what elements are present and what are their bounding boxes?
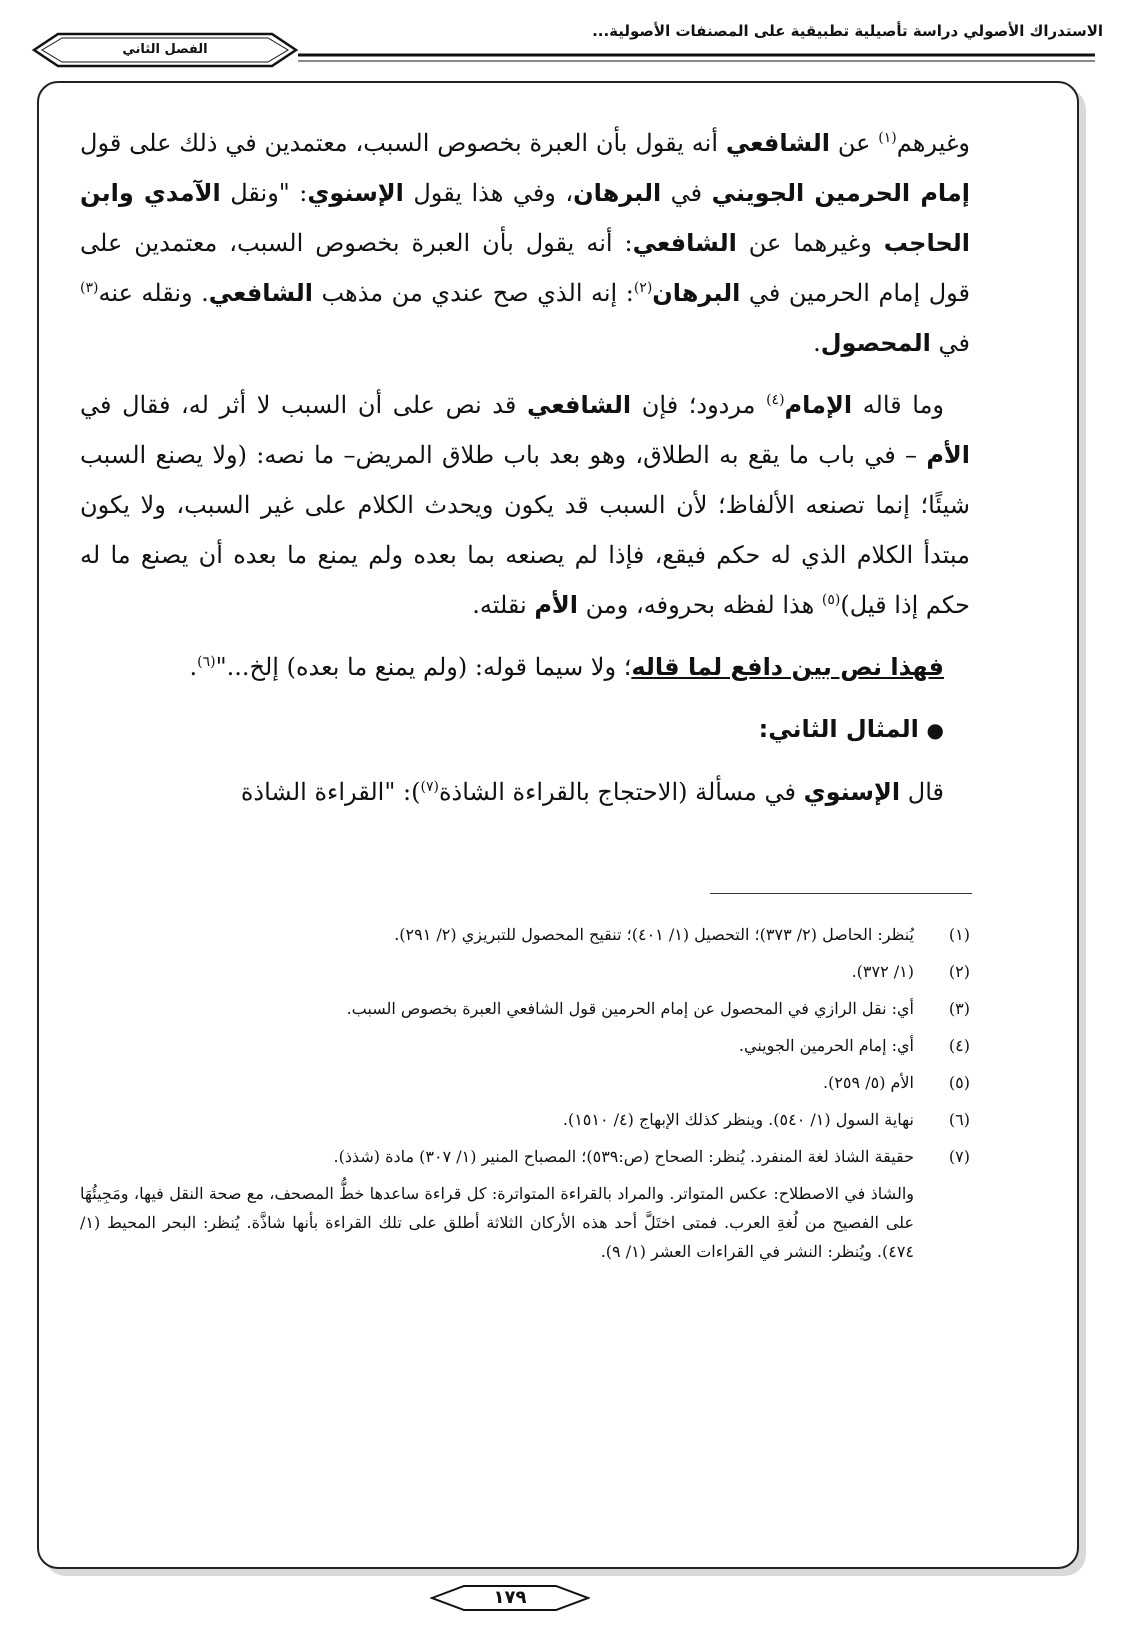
footnote-separator bbox=[710, 893, 972, 894]
name-highlight: الشافعي bbox=[725, 129, 831, 157]
footnote-item bbox=[80, 1031, 970, 1061]
book-highlight: الأم bbox=[926, 441, 971, 469]
name-highlight: الشافعي bbox=[632, 229, 737, 257]
footnote-ref: (٦) bbox=[197, 654, 216, 670]
footnote-item bbox=[80, 1105, 970, 1135]
name-highlight: الشافعي bbox=[208, 279, 313, 307]
section-heading bbox=[80, 704, 970, 755]
footnote-text: أي: إمام الحرمين الجويني. bbox=[738, 1036, 914, 1055]
book-highlight: البرهان bbox=[573, 179, 662, 207]
footnote-ref: (٣) bbox=[80, 280, 99, 296]
name-highlight: الإسنوي bbox=[803, 778, 901, 806]
footnote-number: (٤) bbox=[948, 1036, 970, 1055]
footnote-number: (٧) bbox=[948, 1147, 970, 1166]
footnote-number: (٦) bbox=[948, 1110, 970, 1129]
footnote-text: أي: نقل الرازي في المحصول عن إمام الحرمين قول الشافعي العبرة بخصوص السبب. bbox=[346, 999, 914, 1018]
footnote-ref: (٧) bbox=[420, 779, 439, 795]
bullet-icon: ● bbox=[926, 718, 944, 742]
footnote-item bbox=[80, 1068, 970, 1098]
paragraph: قال الإسنوي في مسألة (الاحتجاج بالقراءة الشاذة$^{(٧)}$): "القراءة الشاذة bbox=[240, 778, 944, 806]
footnote-item bbox=[80, 1142, 970, 1172]
chapter-label: الفصل الثاني bbox=[122, 42, 208, 57]
book-highlight: الأم bbox=[534, 591, 579, 619]
footnote-text: نهاية السول (١/ ٥٤٠). وينظر كذلك الإبهاج (٤/ ١٥١٠). bbox=[562, 1110, 914, 1129]
footnote-text: (١/ ٣٧٢). bbox=[851, 962, 914, 981]
book-highlight: البرهان bbox=[652, 279, 741, 307]
footnote-number: (٢) bbox=[948, 962, 970, 981]
footnote-ref: (٥) bbox=[821, 592, 841, 608]
paragraph: وغيرهم$^{(١)}$ عن الشافعي أنه يقول بأن العبرة بخصوص السبب، معتمدين في ذلك على قول إمام الحرمين الجويني في البرهان، وفي هذا يقول الإسنوي: "ونقل الآمدي وابن الحاجب وغيرهما عن الشافعي: أنه يقول بأن العبرة بخصوص السبب، معتمدين على قول إمام الحرمين في البرهان$^{(٢)}$: إنه الذي صح عندي من مذهب الشافعي. ونقله عنه$^{(٣)}$ في المحصول. bbox=[80, 129, 971, 357]
footnote-ref: (٢) bbox=[633, 280, 653, 296]
footnote-ref: (٤) bbox=[766, 392, 785, 408]
footnote-number: (٣) bbox=[948, 999, 970, 1018]
underlined-emphasis: فهذا نص بين دافع لما قاله bbox=[631, 653, 944, 681]
footnote-item bbox=[80, 957, 970, 987]
example-heading: المثال الثاني: bbox=[758, 715, 919, 743]
footnote-number: (١) bbox=[948, 925, 970, 944]
paragraph: وما قاله الإمام$^{(٤)}$ مردود؛ فإن الشافعي قد نص على أن السبب لا أثر له، فقال في الأم – في باب ما يقع به الطلاق، وهو بعد باب طلاق المريض– ما نصه: (ولا يصنع السبب شيئًا؛ إنما تصنعه الألفاظ؛ لأن السبب قد يكون ويحدث الكلام على غير السبب، ولا يكون مبتدأ الكلام الذي له حكم فيقع، فإذا لم يصنعه بما بعده ولم يمنع ما بعده أن يصنع ما له حكم إذا قيل)$^{(٥)}$ هذا لفظه بحروفه، ومن الأم نقلته. bbox=[80, 391, 971, 619]
footnote-text: الأم (٥/ ٢٥٩). bbox=[823, 1073, 914, 1092]
main-text bbox=[80, 118, 970, 829]
page-number: ١٧٩ bbox=[493, 1587, 527, 1608]
footnote-number: (٥) bbox=[948, 1073, 970, 1092]
name-highlight: الإسنوي bbox=[307, 179, 404, 207]
name-highlight: إمام الحرمين الجويني bbox=[711, 179, 971, 207]
name-highlight: الآمدي وابن الحاجب bbox=[80, 179, 971, 257]
name-highlight: الشافعي bbox=[526, 391, 632, 419]
footnotes bbox=[80, 920, 970, 1266]
name-highlight: الإمام bbox=[784, 391, 853, 419]
page-number-badge bbox=[430, 1583, 590, 1613]
footnote-ref: (١) bbox=[878, 130, 897, 146]
footnote-text: حقيقة الشاذ لغة المنفرد. يُنظر: الصحاح (ص:٥٣٩)؛ المصباح المنير (١/ ٣٠٧) مادة (شذذ). bbox=[333, 1147, 914, 1166]
running-header-title: الاستدراك الأصولي دراسة تأصيلية تطبيقية على المصنفات الأصولية... bbox=[592, 22, 1103, 40]
book-highlight: المحصول bbox=[820, 329, 931, 357]
footnote-item bbox=[80, 994, 970, 1024]
paragraph: فهذا نص بين دافع لما قاله؛ ولا سيما قوله: (ولم يمنع ما بعده) إلخ..."$^{(٦)}$. bbox=[189, 653, 944, 681]
footnote-continuation: والشاذ في الاصطلاح: عكس المتواتر. والمراد بالقراءة المتواترة: كل قراءة ساعدها خطُّ المصحف، مع صحة النقل فيها، ومَجِيئُهَا على الفصيح من لُغةِ العرب. فمتى اختَلَّ أحد هذه الأركان الثلاثة أطلق على تلك القراءة بأنها شاذَّة. يُنظر: البحر المحيط (١/ ٤٧٤). ويُنظر: النشر في القراءات العشر (١/ ٩). bbox=[80, 1184, 914, 1261]
footnote-text: يُنظر: الحاصل (٢/ ٣٧٣)؛ التحصيل (١/ ٤٠١)؛ تنقيح المحصول للتبريزي (٢/ ٢٩١). bbox=[394, 925, 914, 944]
footnote-item bbox=[80, 920, 970, 950]
